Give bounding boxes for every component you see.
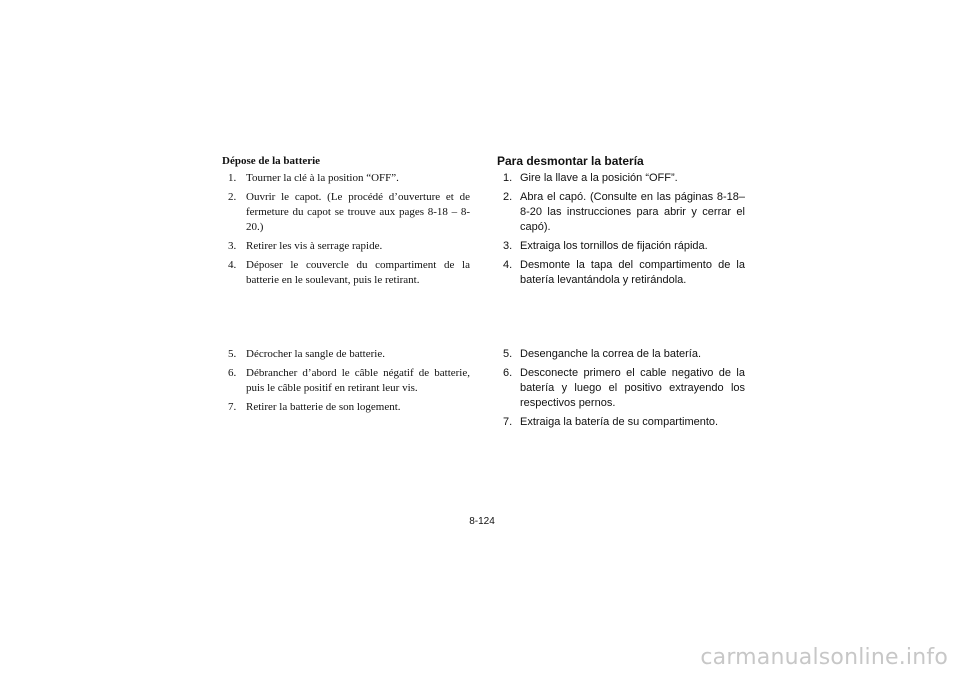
step-text: Desconecte primero el cable negativo de la batería y luego el positivo extrayendo los respectivos pernos.: [520, 367, 745, 409]
step-text: Retirer les vis à serrage rapide.: [246, 240, 383, 252]
list-item: [497, 239, 745, 254]
step-text: Extraiga los tornillos de fijación rápida.: [520, 240, 708, 252]
step-number: 4.: [228, 259, 237, 271]
step-text: Desmonte la tapa del compartimento de la batería levantándola y retirándola.: [520, 259, 745, 286]
list-item: [497, 415, 745, 430]
list-item: [222, 400, 470, 415]
list-item: [222, 239, 470, 254]
spanish-section-top: [497, 154, 745, 292]
watermark: carmanualsonline.info: [700, 645, 948, 670]
spanish-heading: Para desmontar la batería: [497, 154, 644, 168]
french-section-bottom: [222, 347, 470, 419]
step-text: Débrancher d’abord le câble négatif de batterie, puis le câble positif en retirant leur vis.: [246, 367, 470, 394]
step-number: 7.: [503, 416, 513, 428]
step-number: 5.: [228, 348, 237, 360]
list-item: [222, 366, 470, 396]
step-text: Abra el capó. (Consulte en las páginas 8-18– 8-20 las instrucciones para abrir y cerrar el capó).: [520, 191, 745, 233]
page-number: 8-124: [469, 516, 495, 527]
list-item: [497, 190, 745, 235]
list-item: [497, 171, 745, 186]
spanish-steps-top: [497, 171, 745, 288]
step-number: 2.: [228, 191, 237, 203]
step-text: Desenganche la correa de la batería.: [520, 348, 702, 360]
french-heading: Dépose de la batterie: [222, 155, 321, 167]
step-number: 4.: [503, 259, 513, 271]
list-item: [497, 258, 745, 288]
french-steps-top: [222, 171, 470, 288]
step-number: 6.: [503, 367, 513, 379]
step-number: 1.: [228, 172, 237, 184]
list-item: [222, 347, 470, 362]
spanish-section-bottom: [497, 347, 745, 434]
french-section-top: [222, 154, 470, 292]
list-item: [222, 190, 470, 235]
spanish-steps-bottom: [497, 347, 745, 430]
step-number: 5.: [503, 348, 513, 360]
list-item: [497, 366, 745, 411]
step-number: 6.: [228, 367, 237, 379]
step-text: Ouvrir le capot. (Le procédé d’ouverture et de fermeture du capot se trouve aux pages 8-18 – 8-20.): [246, 191, 470, 233]
step-number: 3.: [503, 240, 513, 252]
list-item: [497, 347, 745, 362]
list-item: [222, 258, 470, 288]
step-number: 7.: [228, 401, 237, 413]
step-text: Décrocher la sangle de batterie.: [246, 348, 385, 360]
step-number: 2.: [503, 191, 513, 203]
step-text: Retirer la batterie de son logement.: [246, 401, 401, 413]
step-text: Tourner la clé à la position “OFF”.: [246, 172, 399, 184]
step-text: Déposer le couvercle du compartiment de la batterie en le soulevant, puis le retirant.: [246, 259, 470, 286]
list-item: [222, 171, 470, 186]
step-text: Extraiga la batería de su compartimento.: [520, 416, 719, 428]
step-text: Gire la llave a la posición “OFF”.: [520, 172, 678, 184]
french-steps-bottom: [222, 347, 470, 415]
step-number: 1.: [503, 172, 513, 184]
step-number: 3.: [228, 240, 237, 252]
